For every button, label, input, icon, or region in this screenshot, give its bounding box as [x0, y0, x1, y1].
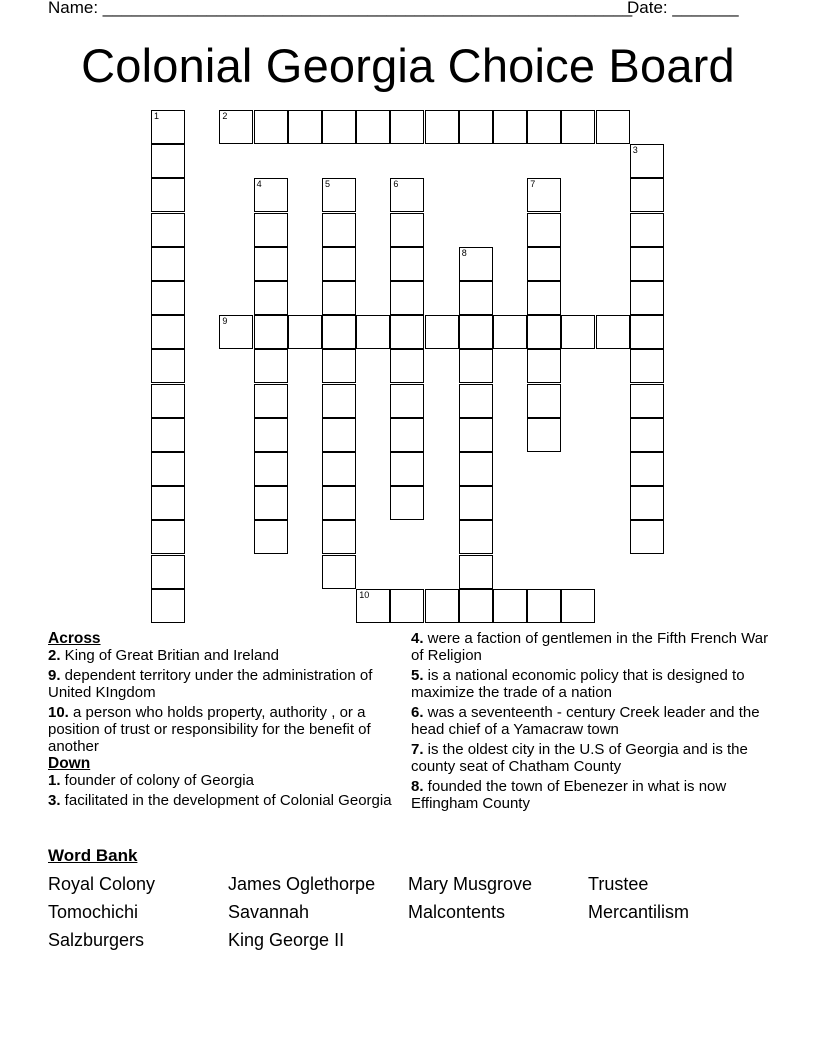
- page-title: Colonial Georgia Choice Board: [81, 39, 735, 92]
- crossword-cell[interactable]: [151, 384, 185, 418]
- clues-left-column: [48, 630, 393, 812]
- cell-number: 4: [256, 179, 262, 190]
- clue-text: is the oldest city in the U.S of Georgia and is the county seat of Chatham County: [411, 741, 748, 775]
- word-bank-item: Trustee: [588, 874, 649, 894]
- crossword-cell[interactable]: [459, 555, 493, 589]
- crossword-cell[interactable]: [151, 178, 185, 212]
- crossword-cell[interactable]: [254, 247, 288, 281]
- crossword-cell[interactable]: [254, 315, 288, 349]
- word-bank-item: Royal Colony: [48, 874, 156, 894]
- crossword-cell[interactable]: [630, 486, 664, 520]
- crossword-cell[interactable]: [151, 418, 185, 452]
- crossword-cell[interactable]: [151, 589, 185, 623]
- clue-down-7: [411, 741, 771, 775]
- crossword-cell[interactable]: [390, 213, 424, 247]
- crossword-cell[interactable]: [596, 110, 630, 144]
- crossword-cell[interactable]: [459, 589, 493, 623]
- crossword-cell[interactable]: [561, 110, 595, 144]
- crossword-cell[interactable]: [151, 555, 185, 589]
- cell-number: 1: [154, 111, 160, 121]
- crossword-cell[interactable]: [459, 281, 493, 315]
- crossword-cell[interactable]: [390, 178, 424, 212]
- crossword-cell[interactable]: [322, 178, 356, 212]
- crossword-cell[interactable]: [390, 589, 424, 623]
- crossword-cell[interactable]: [630, 452, 664, 486]
- word-bank-item: James Oglethorpe: [228, 874, 376, 894]
- crossword-cell[interactable]: [630, 315, 664, 349]
- crossword-cell[interactable]: [151, 349, 185, 383]
- clue-down-3: [48, 792, 393, 809]
- clue-number: 6.: [411, 704, 424, 721]
- crossword-cell[interactable]: [493, 315, 527, 349]
- crossword-cell[interactable]: [254, 452, 288, 486]
- crossword-cell[interactable]: [322, 384, 356, 418]
- crossword-cell[interactable]: [630, 520, 664, 554]
- name-label: Name: ________________________________________________________: [48, 0, 633, 17]
- crossword-cell[interactable]: [151, 144, 185, 178]
- crossword-cell[interactable]: [288, 315, 322, 349]
- crossword-cell[interactable]: [459, 520, 493, 554]
- crossword-cell[interactable]: [561, 589, 595, 623]
- crossword-cell[interactable]: [254, 281, 288, 315]
- crossword-cell[interactable]: [254, 213, 288, 247]
- clue-down-8: [411, 778, 771, 812]
- crossword-cell[interactable]: [527, 213, 561, 247]
- crossword-cell[interactable]: [390, 110, 424, 144]
- crossword-cell[interactable]: [356, 315, 390, 349]
- crossword-cell[interactable]: [493, 589, 527, 623]
- crossword-cell[interactable]: [322, 418, 356, 452]
- cell-number: 5: [325, 179, 331, 190]
- cell-number: 7: [530, 179, 536, 190]
- crossword-cell[interactable]: [254, 418, 288, 452]
- word-bank-item: Tomochichi: [48, 902, 139, 922]
- cell-number: 2: [222, 111, 228, 121]
- crossword-cell[interactable]: [322, 452, 356, 486]
- clue-across-2: [48, 647, 393, 664]
- crossword-cell[interactable]: [527, 384, 561, 418]
- crossword-cell[interactable]: [390, 281, 424, 315]
- crossword-cell[interactable]: [527, 349, 561, 383]
- word-bank-item: Malcontents: [408, 902, 506, 922]
- crossword-cell[interactable]: [425, 110, 459, 144]
- crossword-cell[interactable]: [322, 520, 356, 554]
- crossword-cell[interactable]: [322, 247, 356, 281]
- crossword-cell[interactable]: [322, 486, 356, 520]
- crossword-cell[interactable]: [356, 110, 390, 144]
- cell-number: 6: [393, 179, 399, 190]
- clue-text: founded the town of Ebenezer in what is now Effingham County: [411, 778, 727, 812]
- crossword-cell[interactable]: [527, 178, 561, 212]
- crossword-cell[interactable]: [254, 486, 288, 520]
- clue-down-4: [411, 630, 771, 664]
- cell-number: 9: [222, 316, 228, 327]
- crossword-cell[interactable]: [630, 178, 664, 212]
- word-bank: [48, 874, 768, 950]
- crossword-cell[interactable]: [390, 418, 424, 452]
- crossword-cell[interactable]: [630, 418, 664, 452]
- crossword-cell[interactable]: [219, 315, 253, 349]
- crossword-cell[interactable]: [527, 110, 561, 144]
- clue-number: 5.: [411, 667, 424, 684]
- crossword-cell[interactable]: [151, 281, 185, 315]
- clue-across-10: [48, 704, 393, 755]
- crossword-cell[interactable]: [493, 110, 527, 144]
- clues-right-column: [411, 630, 771, 815]
- clue-number: 2.: [48, 647, 61, 664]
- clue-number: 10.: [48, 704, 69, 721]
- across-heading: Across: [48, 630, 101, 647]
- cell-number: 10: [359, 589, 370, 600]
- crossword-cell[interactable]: [151, 486, 185, 520]
- crossword-cell[interactable]: [322, 349, 356, 383]
- clue-text: founder of colony of Georgia: [60, 772, 254, 789]
- crossword-cell[interactable]: [459, 384, 493, 418]
- crossword-cell[interactable]: [425, 315, 459, 349]
- crossword-cell[interactable]: [459, 486, 493, 520]
- clue-text: facilitated in the development of Colonial Georgia: [60, 792, 392, 809]
- crossword-cell[interactable]: [151, 110, 185, 144]
- crossword-cell[interactable]: [459, 349, 493, 383]
- word-bank-heading: Word Bank: [48, 846, 138, 865]
- crossword-cell[interactable]: [322, 281, 356, 315]
- clue-number: 3.: [48, 792, 61, 809]
- crossword-cell[interactable]: [356, 589, 390, 623]
- cell-number: 8: [461, 247, 467, 258]
- crossword-cell[interactable]: [630, 349, 664, 383]
- crossword-cell[interactable]: [151, 520, 185, 554]
- crossword-cell[interactable]: [459, 418, 493, 452]
- clue-text: is a national economic policy that is designed to maximize the trade of a nation: [411, 667, 745, 701]
- crossword-cell[interactable]: [527, 589, 561, 623]
- clue-down-6: [411, 704, 771, 738]
- crossword-cell[interactable]: [322, 555, 356, 589]
- crossword-cell[interactable]: [390, 247, 424, 281]
- crossword-cell[interactable]: [459, 247, 493, 281]
- clue-number: 7.: [411, 741, 424, 758]
- clue-number: 9.: [48, 667, 61, 684]
- crossword-cell[interactable]: [322, 315, 356, 349]
- clue-text: were a faction of gentlemen in the Fifth French War of Religion: [411, 630, 769, 664]
- crossword-cell[interactable]: [151, 452, 185, 486]
- crossword-cell[interactable]: [527, 418, 561, 452]
- crossword-cell[interactable]: [459, 452, 493, 486]
- clue-text: was a seventeenth - century Creek leader and the head chief of a Yamacraw town: [411, 704, 760, 738]
- crossword-cell[interactable]: [527, 281, 561, 315]
- crossword-cell[interactable]: [322, 213, 356, 247]
- crossword-cell[interactable]: [630, 247, 664, 281]
- crossword-cell[interactable]: [390, 315, 424, 349]
- word-bank-item: Salzburgers: [48, 930, 145, 950]
- clue-down-1: [48, 772, 393, 789]
- crossword-cell[interactable]: [527, 247, 561, 281]
- crossword-cell[interactable]: [390, 486, 424, 520]
- crossword-cell[interactable]: [390, 349, 424, 383]
- clue-number: 4.: [411, 630, 424, 647]
- crossword-cell[interactable]: [596, 315, 630, 349]
- crossword-cell[interactable]: [561, 315, 595, 349]
- crossword-cell[interactable]: [254, 110, 288, 144]
- clue-number: 1.: [48, 772, 61, 789]
- word-bank-item: King George II: [228, 930, 345, 950]
- crossword-cell[interactable]: [630, 213, 664, 247]
- word-bank-item: Savannah: [228, 902, 310, 922]
- crossword-cell[interactable]: [219, 110, 253, 144]
- word-bank-item: Mercantilism: [588, 902, 690, 922]
- word-bank-item: Mary Musgrove: [408, 874, 533, 894]
- clue-number: 8.: [411, 778, 424, 795]
- crossword-cell[interactable]: [390, 452, 424, 486]
- crossword-cell[interactable]: [630, 384, 664, 418]
- clue-text: dependent territory under the administration of United KIngdom: [48, 667, 373, 701]
- cell-number: 3: [632, 145, 638, 156]
- crossword-cell[interactable]: [459, 110, 493, 144]
- clue-text: a person who holds property, authority , or a position of trust or responsibility for the benefit of another: [48, 704, 371, 755]
- clue-text: King of Great Britian and Ireland: [60, 647, 279, 664]
- crossword-cell[interactable]: [254, 349, 288, 383]
- crossword-cell[interactable]: [254, 520, 288, 554]
- date-label: Date: _______: [627, 0, 739, 17]
- down-heading: Down: [48, 755, 91, 772]
- crossword-cell[interactable]: [254, 178, 288, 212]
- crossword-cell[interactable]: [425, 589, 459, 623]
- crossword-cell[interactable]: [459, 315, 493, 349]
- crossword-cell[interactable]: [151, 213, 185, 247]
- crossword-cell[interactable]: [527, 315, 561, 349]
- crossword-cell[interactable]: [151, 247, 185, 281]
- crossword-cell[interactable]: [288, 110, 322, 144]
- crossword-cell[interactable]: [630, 281, 664, 315]
- crossword-cell[interactable]: [390, 384, 424, 418]
- clue-down-5: [411, 667, 771, 701]
- clue-across-9: [48, 667, 393, 701]
- crossword-cell[interactable]: [254, 384, 288, 418]
- crossword-cell[interactable]: [322, 110, 356, 144]
- crossword-cell[interactable]: [630, 144, 664, 178]
- crossword-cell[interactable]: [151, 315, 185, 349]
